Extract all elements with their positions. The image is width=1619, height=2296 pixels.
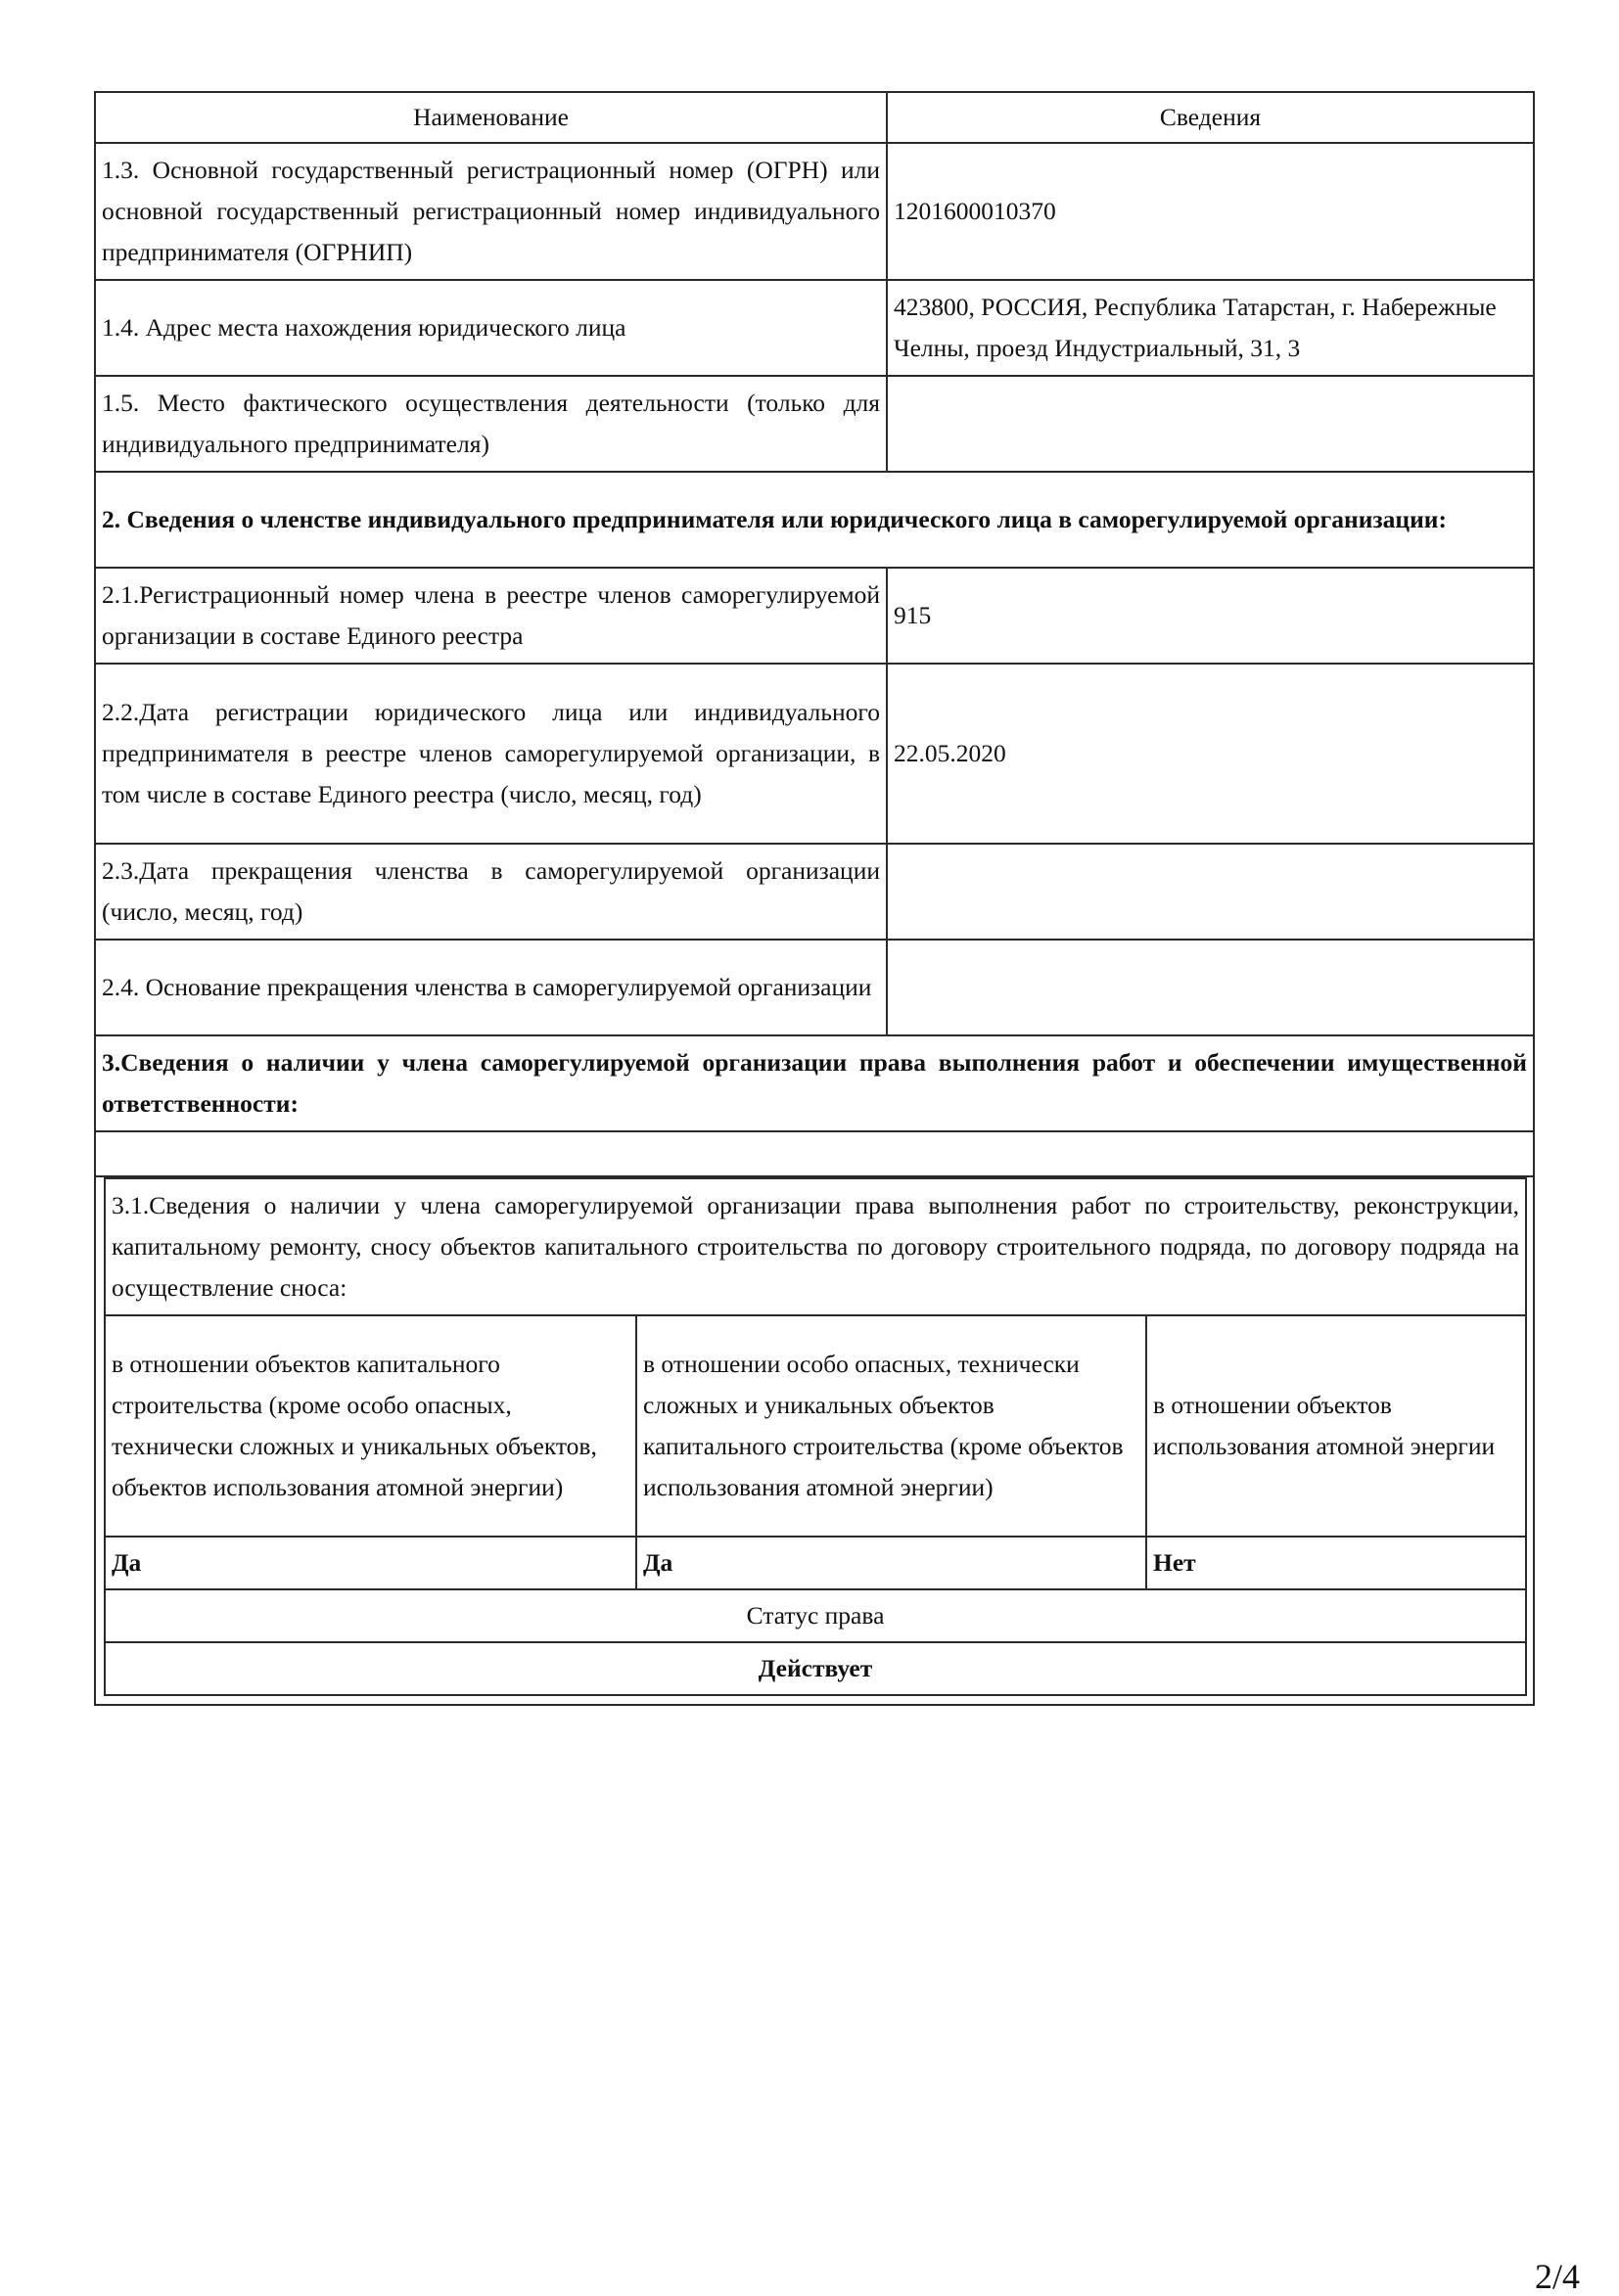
- section-2-title-row: [95, 472, 1534, 568]
- rights-columns-row: [105, 1315, 1526, 1537]
- table-row-1-4: [95, 280, 1534, 376]
- row-label: 2.2.Дата регистрации юридического лица или индивидуального предпринимателя в реестре членов саморегулируемой организации, в том числе в составе Единого реестра (число, месяц, год): [95, 664, 887, 844]
- registry-extract-table: [94, 91, 1535, 1706]
- row-value: 22.05.2020: [887, 664, 1534, 844]
- rights-column-dangerous: в отношении особо опасных, технически сложных и уникальных объектов капитального строительства (кроме объектов использования атомной энергии): [636, 1315, 1146, 1537]
- row-value: [887, 940, 1534, 1035]
- rights-column-general: в отношении объектов капитального строительства (кроме особо опасных, технически сложных и уникальных объектов, объектов использования атомной энергии): [105, 1315, 636, 1537]
- header-info-cell: Сведения: [887, 92, 1534, 143]
- row-label: 2.4. Основание прекращения членства в саморегулируемой организации: [95, 940, 887, 1035]
- table-row-1-3: [95, 143, 1534, 280]
- status-value-row: [105, 1642, 1526, 1695]
- table-header-row: [95, 92, 1534, 143]
- rights-value-dangerous: Да: [636, 1537, 1146, 1589]
- rights-value-general: Да: [105, 1537, 636, 1589]
- table-row-2-2: [95, 664, 1534, 844]
- rights-title-row: [105, 1178, 1526, 1315]
- status-label-row: [105, 1589, 1526, 1642]
- table-row-2-1: [95, 568, 1534, 664]
- rights-column-nuclear: в отношении объектов использования атомной энергии: [1146, 1315, 1526, 1537]
- status-label: Статус права: [105, 1589, 1526, 1642]
- row-value: 1201600010370: [887, 143, 1534, 280]
- nested-table-container: [95, 1176, 1534, 1705]
- row-label: 2.3.Дата прекращения членства в саморегулируемой организации (число, месяц, год): [95, 844, 887, 940]
- row-value: [887, 376, 1534, 472]
- row-value: 423800, РОССИЯ, Республика Татарстан, г. Набережные Челны, проезд Индустриальный, 31, 3: [887, 280, 1534, 376]
- section-3-title: 3.Сведения о наличии у члена саморегулируемой организации права выполнения работ и обеспечении имущественной ответственности:: [95, 1035, 1534, 1131]
- row-value: [887, 844, 1534, 940]
- row-label: 2.1.Регистрационный номер члена в реестре членов саморегулируемой организации в составе Единого реестра: [95, 568, 887, 664]
- section-3-nested-row: [95, 1176, 1534, 1705]
- table-row-2-4: [95, 940, 1534, 1035]
- row-label: 1.3. Основной государственный регистрационный номер (ОГРН) или основной государственный регистрационный номер индивидуального предпринимателя (ОГРНИП): [95, 143, 887, 280]
- row-label: 1.4. Адрес места нахождения юридического лица: [95, 280, 887, 376]
- section-3-spacer-row: [95, 1131, 1534, 1176]
- table-row-2-3: [95, 844, 1534, 940]
- page-number: 2/4: [1534, 2257, 1580, 2296]
- status-value: Действует: [105, 1642, 1526, 1695]
- subsection-3-1-title: 3.1.Сведения о наличии у члена саморегулируемой организации права выполнения работ по строительству, реконструкции, капитальному ремонту, сносу объектов капитального строительства по договору строительного подряда, по договору подряда на осуществление сноса:: [105, 1178, 1526, 1315]
- header-name-cell: Наименование: [95, 92, 887, 143]
- section-3-title-row: [95, 1035, 1534, 1131]
- spacer-cell: [95, 1131, 1534, 1176]
- row-value: 915: [887, 568, 1534, 664]
- rights-value-nuclear: Нет: [1146, 1537, 1526, 1589]
- table-row-1-5: [95, 376, 1534, 472]
- row-label: 1.5. Место фактического осуществления деятельности (только для индивидуального предпринимателя): [95, 376, 887, 472]
- rights-table: [104, 1177, 1527, 1696]
- rights-values-row: [105, 1537, 1526, 1589]
- section-2-title: 2. Сведения о членстве индивидуального предпринимателя или юридического лица в саморегулируемой организации:: [95, 472, 1534, 568]
